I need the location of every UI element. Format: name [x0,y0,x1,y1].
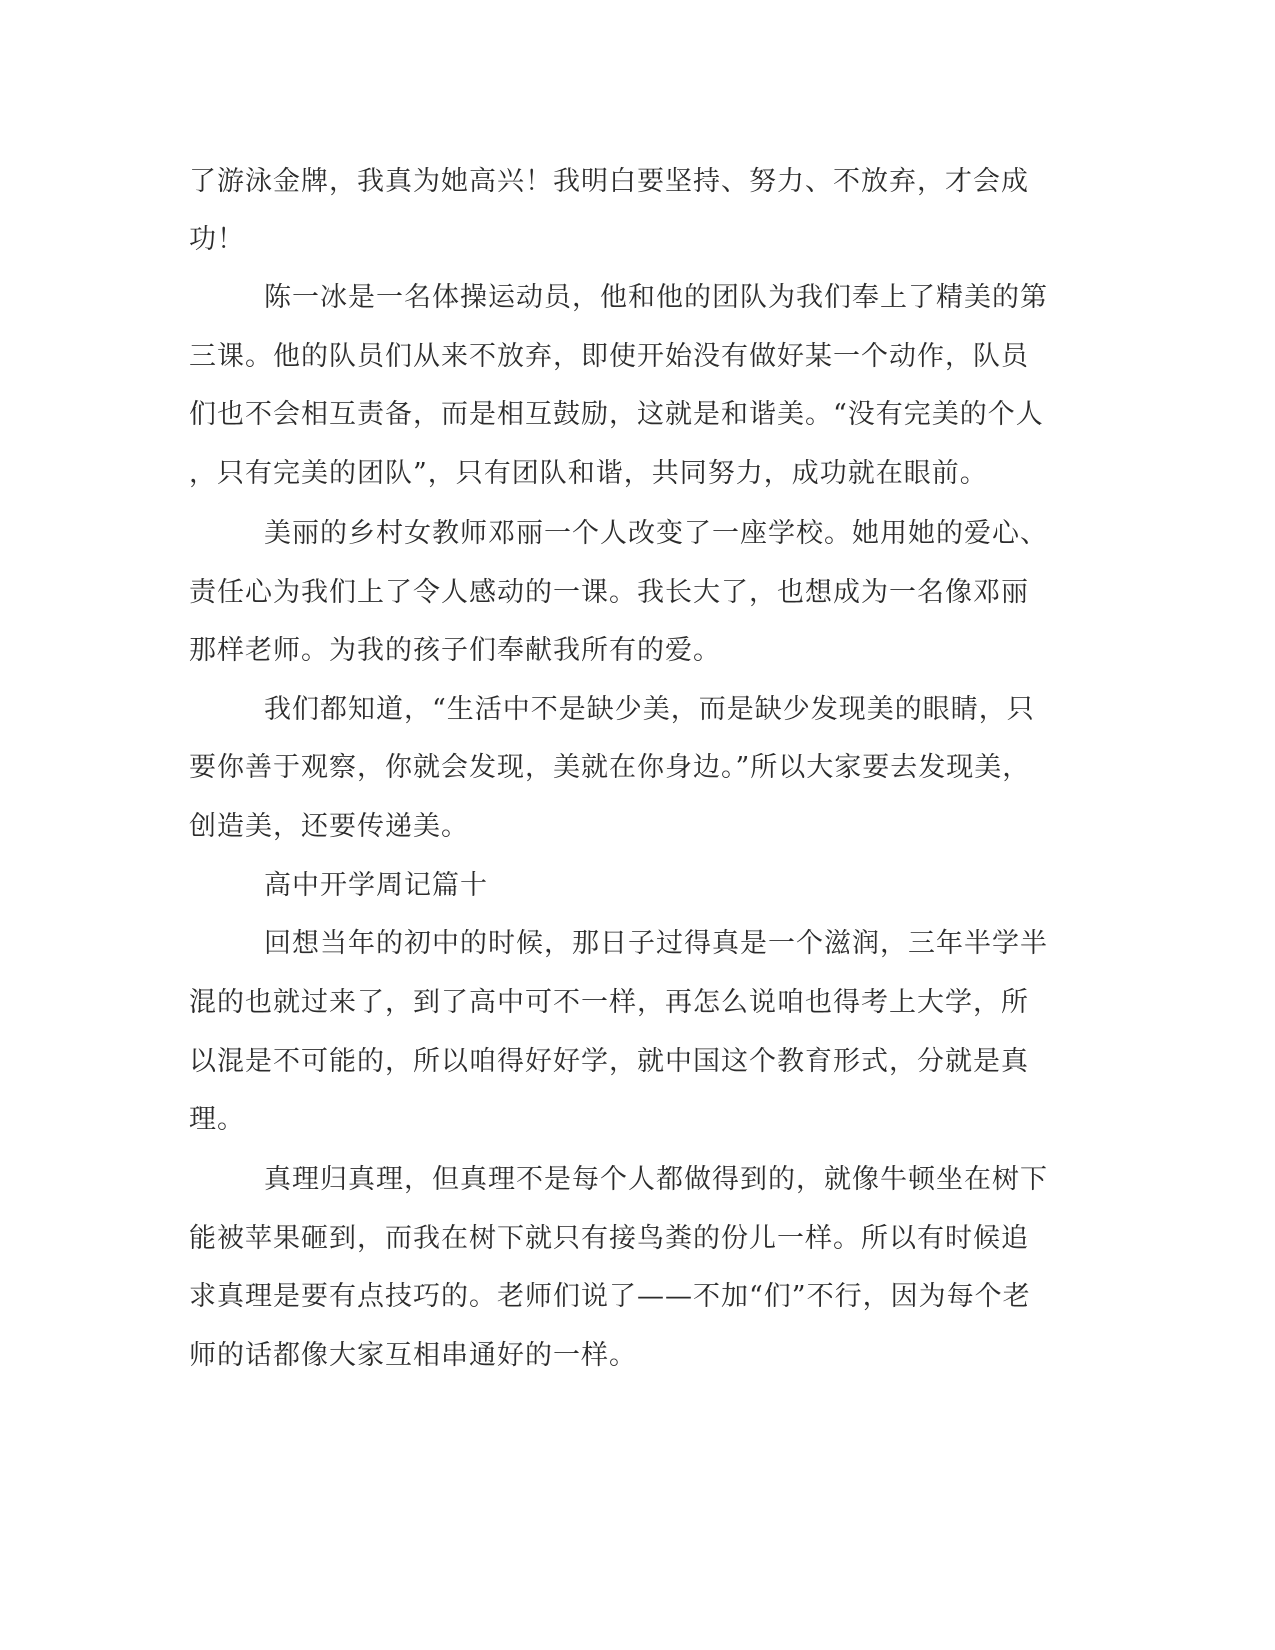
paragraph-chen-yibing-line-1: 陈一冰是一名体操运动员，他和他的团队为我们奉上了精美的第 [264,282,1048,313]
paragraph-memory-line-3: 以混是不可能的，所以咱得好好学，就中国这个教育形式，分就是真 [189,1046,1029,1077]
paragraph-truth-line-4: 师的话都像大家互相串通好的一样。 [189,1340,637,1371]
paragraph-memory-line-2: 混的也就过来了，到了高中可不一样，再怎么说咱也得考上大学，所 [189,987,1029,1018]
paragraph-deng-li-line-1: 美丽的乡村女教师邓丽一个人改变了一座学校。她用她的爱心、 [264,518,1048,549]
paragraph-truth-line-1: 真理归真理，但真理不是每个人都做得到的，就像牛顿坐在树下 [264,1164,1048,1195]
paragraph-chen-yibing-line-2: 三课。他的队员们从来不放弃，即使开始没有做好某一个动作，队员 [189,341,1029,372]
paragraph-deng-li-line-3: 那样老师。为我的孩子们奉献我所有的爱。 [189,635,721,666]
paragraph-truth-line-2: 能被苹果砸到，而我在树下就只有接鸟粪的份儿一样。所以有时候追 [189,1223,1029,1254]
paragraph-chen-yibing-line-3: 们也不会相互责备，而是相互鼓励，这就是和谐美。“没有完美的个人 [189,399,1044,430]
paragraph-truth-line-3: 求真理是要有点技巧的。老师们说了——不加“们”不行，因为每个老 [189,1281,1031,1312]
paragraph-beauty-line-2: 要你善于观察，你就会发现，美就在你身边。”所以大家要去发现美， [189,752,1031,783]
paragraph-chen-yibing-line-4: ，只有完美的团队”，只有团队和谐，共同努力，成功就在眼前。 [189,458,988,489]
section-heading: 高中开学周记篇十 [264,870,488,901]
paragraph-memory-line-1: 回想当年的初中的时候，那日子过得真是一个滋润，三年半学半 [264,928,1048,959]
paragraph-deng-li-line-2: 责任心为我们上了令人感动的一课。我长大了，也想成为一名像邓丽 [189,577,1029,608]
text-line-2: 功！ [189,224,245,255]
paragraph-beauty-line-3: 创造美，还要传递美。 [189,811,469,842]
paragraph-beauty-line-1: 我们都知道，“生活中不是缺少美，而是缺少发现美的眼睛，只 [264,694,1035,725]
paragraph-memory-line-4: 理。 [189,1104,245,1135]
text-line-1: 了游泳金牌，我真为她高兴！我明白要坚持、努力、不放弃，才会成 [189,166,1029,197]
